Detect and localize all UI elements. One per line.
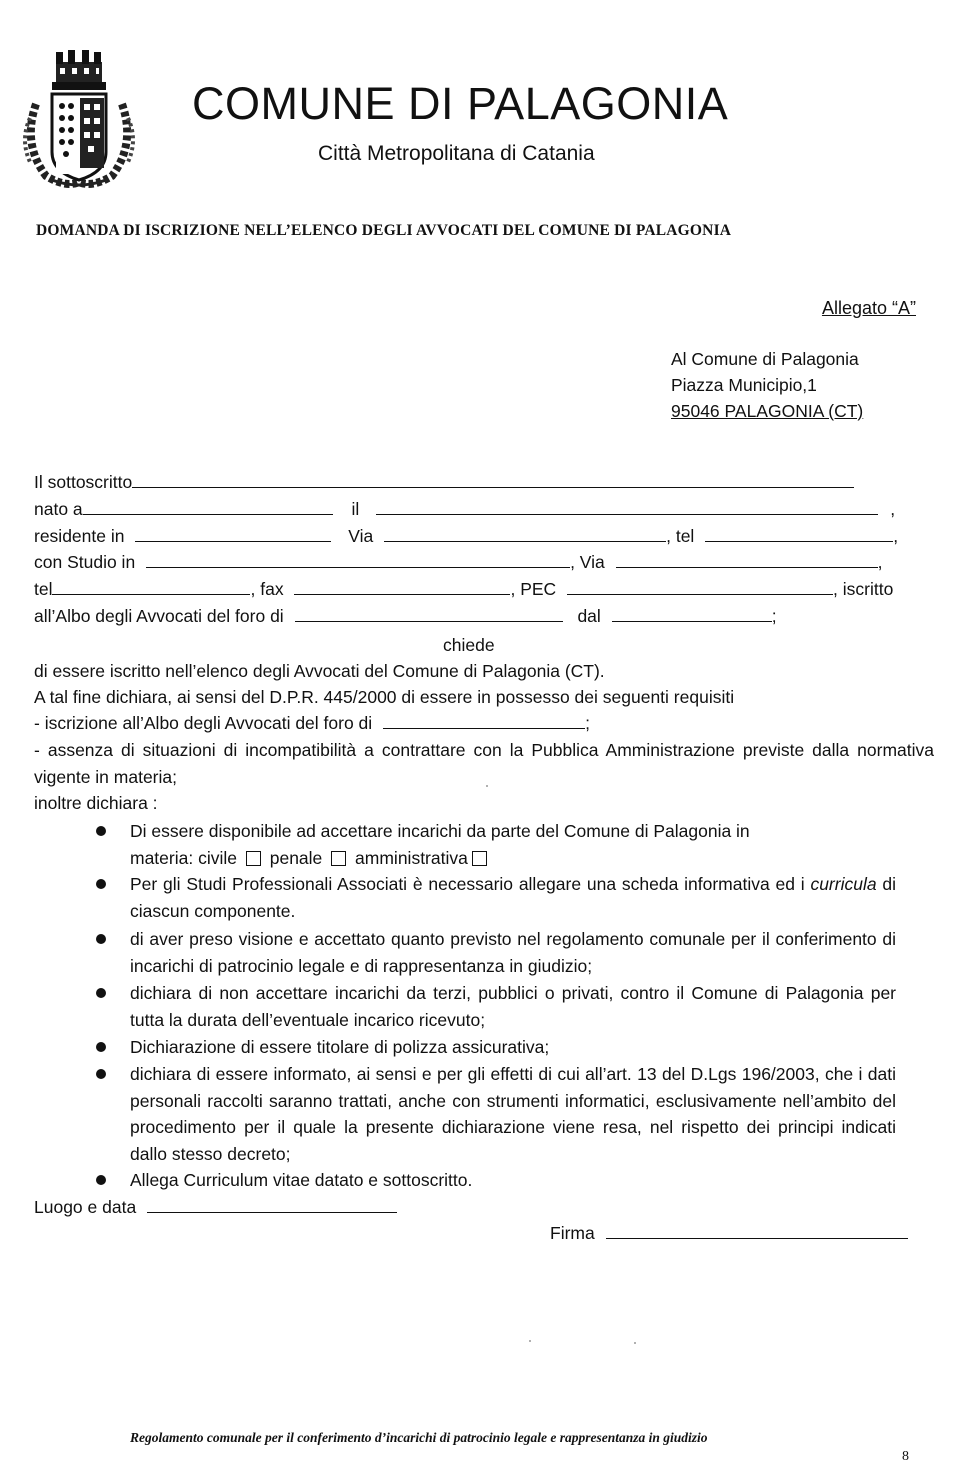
- bullet-dot: [96, 934, 106, 944]
- page-number: 8: [902, 1449, 909, 1464]
- bullet-curriculum: Allega Curriculum vitae datato e sottoscritto.: [130, 1170, 473, 1190]
- scan-speck: [529, 1340, 531, 1342]
- footer-regolamento-note: Regolamento comunale per il conferimento d’incarichi di patrocinio legale e rappresentanza in giudizio: [130, 1430, 708, 1445]
- tel-studio-field[interactable]: [52, 578, 250, 595]
- scan-speck: [486, 785, 488, 787]
- municipality-title: COMUNE DI PALAGONIA: [192, 78, 729, 129]
- label-amministrativa: amministrativa: [355, 847, 468, 868]
- bullet-privacy: dichiara di essere informato, ai sensi e per gli effetti di cui all’art. 13 del D.Lgs 196/2003, che i dati personali raccolti saranno trattati, anche con strumenti informatici, esclusivamente nell’ambito del procedimento per il quale la presente dichiarazione viene resa, nel rispetto dei principi indicati dallo stesso decreto;: [130, 1064, 896, 1164]
- amministrativa-checkbox[interactable]: [472, 851, 487, 866]
- label-il: il: [351, 499, 360, 519]
- pec-field[interactable]: [567, 578, 833, 595]
- firma-line: [550, 1222, 908, 1244]
- tel-field[interactable]: [705, 525, 893, 542]
- materia-options: [130, 845, 896, 872]
- label-firma: Firma: [550, 1223, 595, 1243]
- form-line-residenza: residente in Via , tel ,: [34, 526, 899, 546]
- label-iscritto: iscritto: [842, 579, 894, 599]
- label-dal: dal: [577, 606, 601, 626]
- label-pec: PEC: [520, 579, 557, 599]
- bullet-studi-text-end: di ciascun componente.: [130, 874, 896, 921]
- label-tel: tel: [675, 526, 695, 546]
- form-line-contatti: tel , fax , PEC , iscritto: [34, 579, 894, 599]
- label-luogo-data: Luogo e data: [34, 1197, 137, 1217]
- fax-field[interactable]: [294, 578, 510, 595]
- luogo-data-field[interactable]: [147, 1196, 397, 1213]
- label-via: Via: [348, 526, 374, 546]
- label-studio-in: con Studio in: [34, 552, 136, 572]
- bullet-regolamento: di aver preso visione e accettato quanto previsto nel regolamento comunale per il conferimento di incarichi di patrocinio legale e di rappresentanza in giudizio;: [130, 929, 896, 976]
- form-line-nascita: nato a il ,: [34, 499, 896, 519]
- form-line-studio: con Studio in , Via ,: [34, 552, 883, 572]
- bullet-dot: [96, 879, 106, 889]
- attachment-label: Allegato “A”: [821, 298, 916, 318]
- foro-field[interactable]: [295, 605, 563, 622]
- requisito-foro-field[interactable]: [383, 712, 585, 729]
- label-fax: fax: [260, 579, 284, 599]
- bullet-disponibilita: [130, 818, 896, 871]
- paragraph-incompatibilita: - assenza di situazioni di incompatibilità a contrattare con la Pubblica Amministrazione previste dalla normativa vigente in materia;: [34, 740, 934, 787]
- label-albo-foro: all’Albo degli Avvocati del foro di: [34, 606, 284, 626]
- penale-checkbox[interactable]: [331, 851, 346, 866]
- chiede-label: chiede: [443, 635, 495, 655]
- label-nato-a: nato a: [34, 499, 83, 519]
- firma-field[interactable]: [606, 1222, 908, 1239]
- paragraph-richiesta: di essere iscritto nell’elenco degli Avvocati del Comune di Palagonia (CT).: [34, 661, 605, 681]
- scan-speck: [634, 1342, 636, 1344]
- bullet-dot: [96, 1069, 106, 1079]
- paragraph-inoltre: inoltre dichiara :: [34, 793, 158, 813]
- label-materia-civile: materia: civile: [130, 847, 237, 868]
- data-nascita-field[interactable]: [376, 498, 878, 515]
- bullet-dot: [96, 1042, 106, 1052]
- bullet-non-accettare: dichiara di non accettare incarichi da terzi, pubblici o privati, contro il Comune di Palagonia per tutta la durata dell’eventuale incarico ricevuto;: [130, 983, 896, 1030]
- via-field[interactable]: [384, 525, 666, 542]
- dal-field[interactable]: [612, 605, 772, 622]
- bullet-dot: [96, 826, 106, 836]
- form-line-sottoscritto: [34, 471, 854, 493]
- paragraph-iscrizione-albo: - iscrizione all’Albo degli Avvocati del foro di ;: [34, 713, 590, 733]
- label-sottoscritto: Il sottoscritto: [34, 472, 133, 492]
- residenza-field[interactable]: [135, 525, 331, 542]
- bullet-studi-text: Per gli Studi Professionali Associati è necessario allegare una scheda informativa ed i: [130, 874, 805, 894]
- sottoscritto-field[interactable]: [132, 471, 854, 488]
- label-tel-studio: tel: [34, 579, 53, 599]
- requisito-albo-text: - iscrizione all’Albo degli Avvocati del foro di: [34, 713, 373, 733]
- bullet-dot: [96, 1175, 106, 1185]
- document-heading: DOMANDA DI ISCRIZIONE NELL’ELENCO DEGLI AVVOCATI DEL COMUNE DI PALAGONIA: [36, 222, 732, 239]
- label-residente-in: residente in: [34, 526, 125, 546]
- label-penale: penale: [269, 847, 323, 868]
- bullet-dot: [96, 988, 106, 998]
- bullet-studi-associati: [130, 871, 896, 924]
- recipient-line-1: Al Comune di Palagonia: [671, 349, 859, 369]
- luogo-nascita-field[interactable]: [83, 498, 333, 515]
- civile-checkbox[interactable]: [246, 851, 261, 866]
- label-via-studio: , Via: [570, 552, 605, 572]
- bullet-disponibilita-text: Di essere disponibile ad accettare incarichi da parte del Comune di Palagonia in: [130, 821, 750, 841]
- recipient-line-2: Piazza Municipio,1: [671, 375, 817, 395]
- recipient-line-3: 95046 PALAGONIA (CT): [671, 401, 864, 421]
- bullet-polizza: Dichiarazione di essere titolare di polizza assicurativa;: [130, 1037, 550, 1057]
- via-studio-field[interactable]: [616, 551, 878, 568]
- municipality-subtitle: Città Metropolitana di Catania: [318, 142, 595, 165]
- form-line-albo: all’Albo degli Avvocati del foro di dal ;: [34, 606, 777, 626]
- bullet-curricula-italic: curricula: [810, 874, 877, 894]
- studio-field[interactable]: [146, 551, 570, 568]
- municipal-crest-icon: [16, 44, 142, 190]
- paragraph-dichiarazione: A tal fine dichiara, ai sensi del D.P.R. 445/2000 di essere in possesso dei seguenti requisiti: [34, 687, 735, 707]
- luogo-data-line: [34, 1196, 397, 1218]
- recipient-address: [671, 346, 863, 424]
